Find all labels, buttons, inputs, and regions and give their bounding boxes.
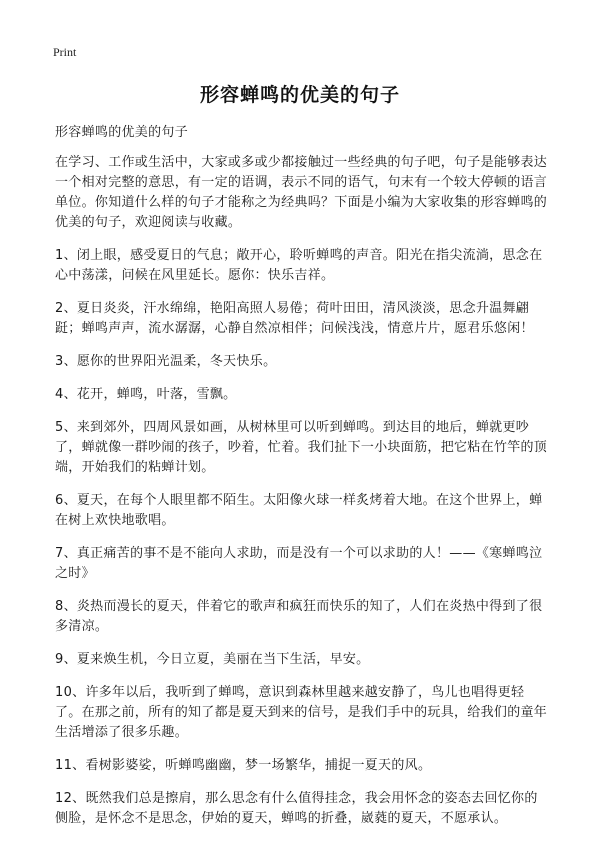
sentence-item-9: 9、夏来焕生机，今日立夏，美丽在当下生活，早安。: [55, 652, 370, 667]
sentence-item-8: 8、炎热而漫长的夏天，伴着它的歌声和疯狂而快乐的知了，人们在炎热中得到了很多清凉。: [55, 599, 543, 634]
article-body: [55, 123, 550, 842]
sentence-item-7: 7、真正痛苦的事不是不能向人求助，而是没有一个可以求助的人！——《寒蝉鸣泣之时》: [55, 546, 543, 581]
print-link[interactable]: Print: [53, 45, 77, 59]
sentence-item-6: 6、夏天，在每个人眼里都不陌生。太阳像火球一样炙烤着大地。在这个世界上，蝉在树上欢快地歌唱。: [55, 493, 543, 528]
sentence-item-4: 4、花开，蝉鸣，叶落，雪飘。: [55, 387, 237, 402]
sentence-item-10: 10、许多年以后，我听到了蝉鸣，意识到森林里越来越安静了，鸟儿也唱得更轻了。在那之前，所有的知了都是夏天到来的信号，是我们手中的玩具，给我们的童年生活增添了很多乐趣。: [55, 685, 548, 740]
sentence-item-5: 5、来到郊外，四周风景如画，从树林里可以听到蝉鸣。到达目的地后，蝉就更吵了，蝉就像一群吵闹的孩子，吵着，忙着。我们扯下一小块面筋，把它粘在竹竿的顶端，开始我们的粘蝉计划。: [55, 420, 548, 475]
sentence-item-12: 12、既然我们总是擦肩，那么思念有什么值得挂念，我会用怀念的姿态去回忆你的侧脸，是怀念不是思念，伊始的夏天，蝉鸣的折叠，崴蕤的夏天，不愿承认。: [55, 791, 538, 826]
sentence-item-2: 2、夏日炎炎，汗水绵绵，艳阳高照人易倦；荷叶田田，清风淡淡，思念升温舞翩跹；蝉鸣声声，流水潺潺，心静自然凉相伴；问候浅浅，情意片片，愿君乐悠闲！: [55, 301, 534, 336]
article-subtitle: 形容蝉鸣的优美的句子: [55, 125, 189, 140]
intro-paragraph: 在学习、工作或生活中，大家或多或少都接触过一些经典的句子吧，句子是能够表达一个相对完整的意思，有一定的语调，表示不同的语气，句末有一个较大停顿的语言单位。你知道什么样的句子才能称之为经典吗？下面是小编为大家收集的形容蝉鸣的优美的句子，欢迎阅读与收藏。: [55, 155, 548, 230]
sentence-item-1: 1、闭上眼，感受夏日的气息；敞开心，聆听蝉鸣的声音。阳光在指尖流淌，思念在心中荡漾，问候在风里延长。愿你：快乐吉祥。: [55, 248, 543, 283]
page-title: 形容蝉鸣的优美的句子: [199, 84, 400, 106]
sentence-item-11: 11、看树影婆娑，听蝉鸣幽幽，梦一场繁华，捕捉一夏天的风。: [55, 758, 432, 773]
sentence-item-3: 3、愿你的世界阳光温柔，冬天快乐。: [55, 354, 277, 369]
